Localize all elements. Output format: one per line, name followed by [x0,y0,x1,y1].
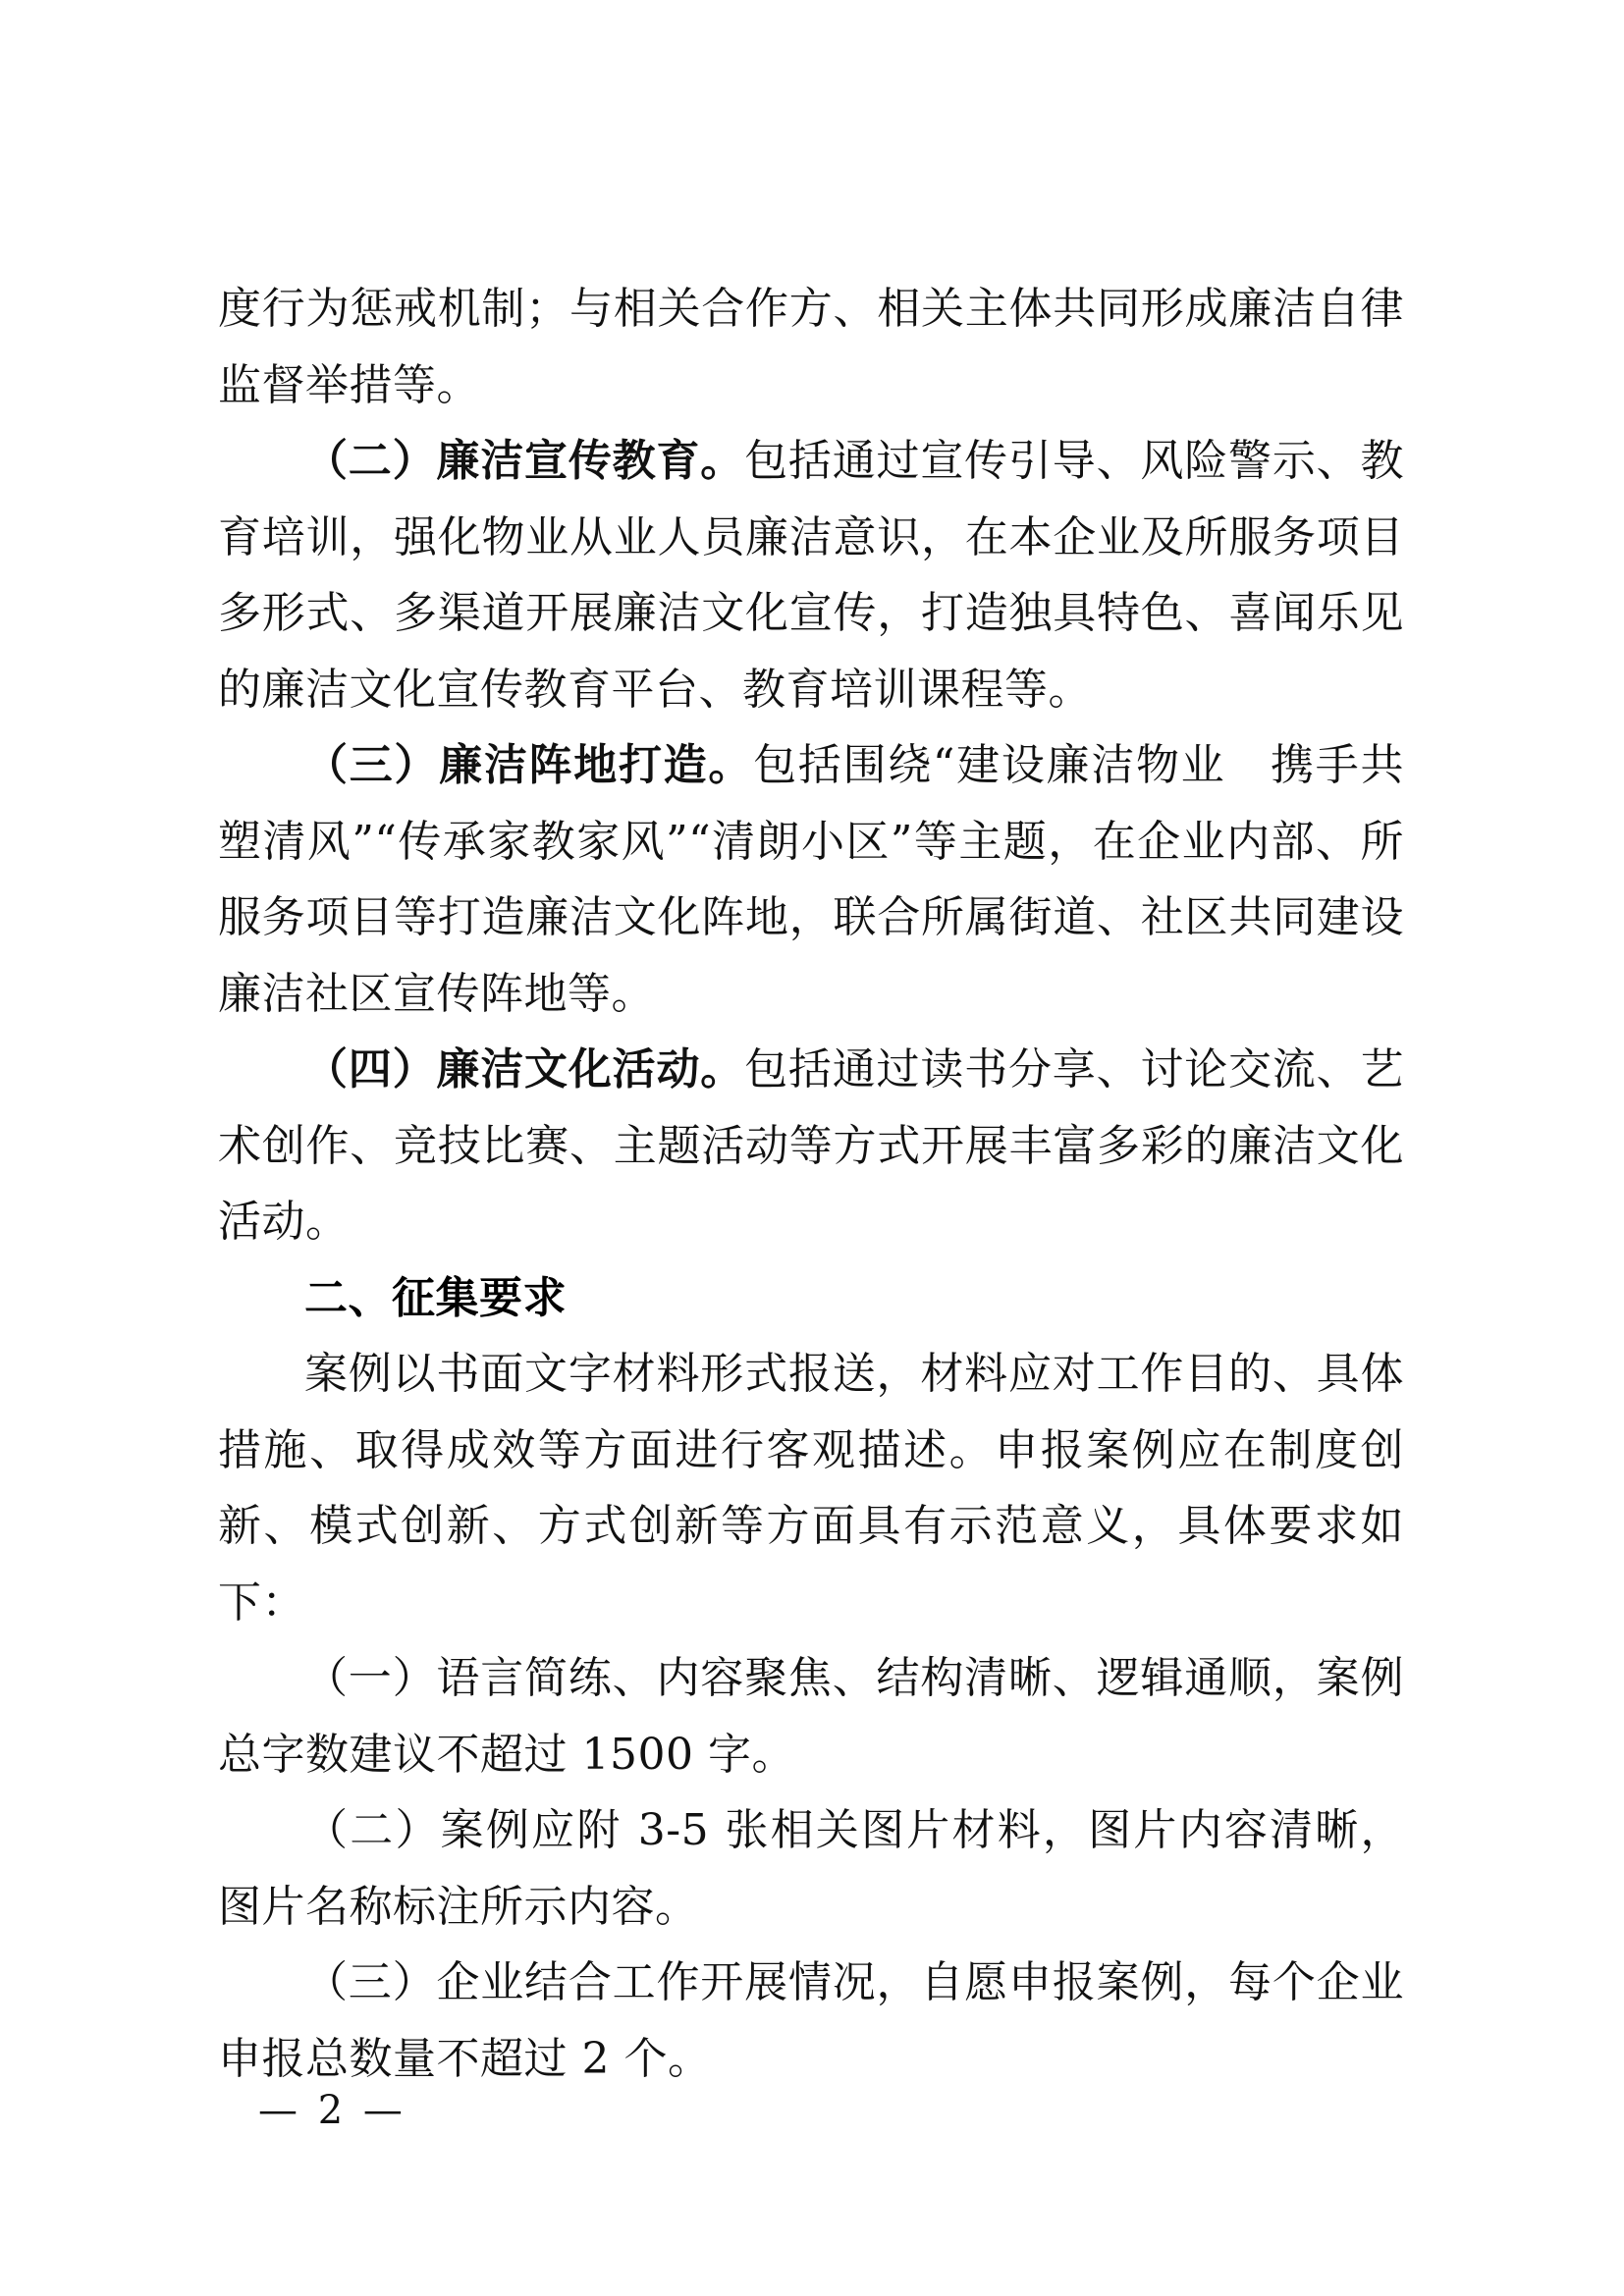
paragraph-continuation: 度行为惩戒机制；与相关合作方、相关主体共同形成廉洁自律监督举措等。 [218,284,1404,410]
paragraph-text-category-3: 包括围绕“建设廉洁物业 携手共塑清风”“传承家教家风”“清朗小区”等主题，在企业内部、所服务项目等打造廉洁文化阵地，联合所属街道、社区共同建设廉洁社区宣传阵地等。 [218,740,1405,1019]
paragraph-requirement-intro: 案例以书面文字材料形式报送，材料应对工作目的、具体措施、取得成效等方面进行客观描述。申报案例应在制度创新、模式创新、方式创新等方面具有示范意义，具体要求如下： [218,1349,1404,1628]
paragraph-lead-category-3: （三）廉洁阵地打造。 [304,740,754,790]
paragraph-lead-category-4: （四）廉洁文化活动。 [304,1044,745,1095]
section-heading: 二、征集要求 [304,1273,567,1322]
paragraph-text-category-2: 包括通过宣传引导、风险警示、教育培训，强化物业从业人员廉洁意识，在本企业及所服务项目多形式、多渠道开展廉洁文化宣传，打造独具特色、喜闻乐见的廉洁文化宣传教育平台、教育培训课程等。 [218,436,1404,715]
document-body [218,271,1404,2097]
paragraph-category-2 [218,423,1404,727]
page-number: — 2 — [258,2088,406,2133]
paragraph-requirement-1: （一）语言简练、内容聚焦、结构清晰、逻辑通顺，案例总字数建议不超过 1500 字。 [218,1653,1404,1780]
paragraph-category-3 [218,727,1404,1032]
paragraph-lead-category-2: （二）廉洁宣传教育。 [304,436,745,486]
paragraph-requirement-2: （二）案例应附 3-5 张相关图片材料，图片内容清晰，图片名称标注所示内容。 [218,1805,1404,1932]
paragraph-requirement-3: （三）企业结合工作开展情况，自愿申报案例，每个企业申报总数量不超过 2 个。 [218,1957,1404,2084]
paragraph-category-4 [218,1032,1404,1260]
paragraph-text-category-4: 包括通过读书分享、讨论交流、艺术创作、竞技比赛、主题活动等方式开展丰富多彩的廉洁文化活动。 [218,1044,1404,1247]
